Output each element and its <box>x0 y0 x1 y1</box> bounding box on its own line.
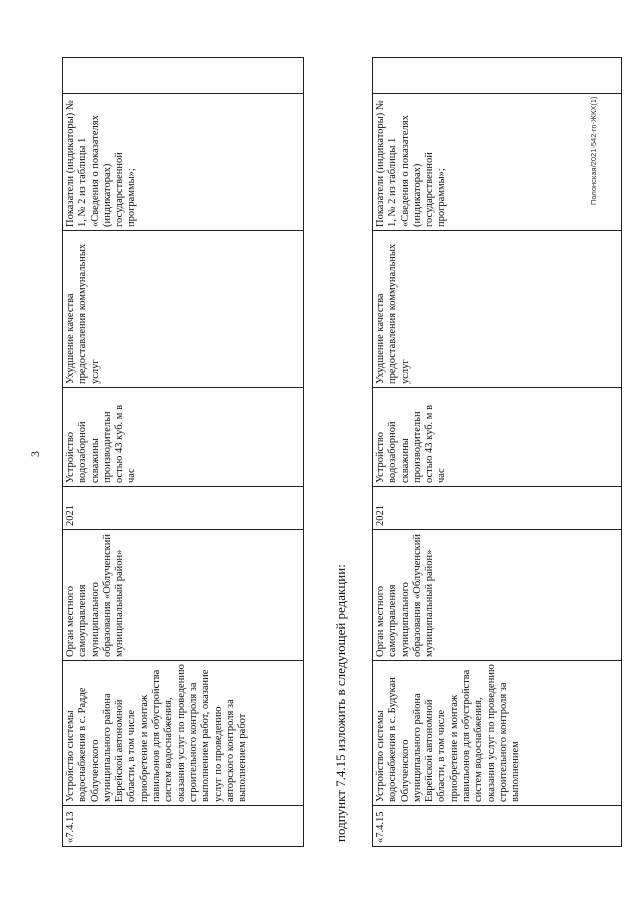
row-result: Устройство водозаборной скважины производительн остью 43 куб. м в час <box>63 388 304 487</box>
row-number: «7.4.15 <box>373 806 622 847</box>
row-number: «7.4.13 <box>63 806 304 847</box>
table-row-7-4-15 <box>372 57 622 847</box>
row-organization: Орган местного самоуправления муниципального образования «Облученский муниципальный район» <box>373 530 622 661</box>
row-year: 2021 <box>373 487 622 530</box>
row-indicator: Показатели (индикаторы) № 1, № 2 из таблицы 1 «Сведения о показателях (индикаторах) государственной программы»; <box>373 94 622 231</box>
table-row <box>63 58 304 847</box>
row-tail <box>373 58 622 94</box>
footer-reference: Полонская/2021-542-rn-ЖКХ(1) <box>589 96 598 205</box>
row-result: Устройство водозаборной скважины производительн остью 43 куб. м в час <box>373 388 622 487</box>
row-risk: Ухудшение качества предоставления коммунальных услуг <box>373 231 622 388</box>
row-year: 2021 <box>63 487 304 530</box>
table-row <box>373 58 622 847</box>
row-indicator: Показатели (индикаторы) № 1, № 2 из таблицы 1 «Сведения о показателях (индикаторах) государственной программы»; <box>63 94 304 231</box>
row-name: Устройство системы водоснабжения в с. Будукан Облученского муниципального района Еврейской автономной области, в том числе приобретение и монтаж павильонов для обустройства систем водоснабжения, оказания услуг по проведению строительного контроля за выполнением <box>373 661 622 806</box>
table-row-7-4-13 <box>62 57 304 847</box>
row-organization: Орган местного самоуправления муниципального образования «Облученский муниципальный район» <box>63 530 304 661</box>
intro-text: подпункт 7.4.15 изложить в следующей редакции: <box>333 564 348 842</box>
row-risk: Ухудшение качества предоставления коммунальных услуг <box>63 231 304 388</box>
page-number: 3 <box>28 451 42 457</box>
row-name: Устройство системы водоснабжения в с. Радде Облученского муниципального района Еврейской автономной области, в том числе приобретение и монтаж павильонов для обустройства систем водоснабжения, оказания услуг по проведению строительного контроля за выполнением работ, оказание услуг по проведению авторского контроля за выполнением работ <box>63 661 304 806</box>
row-tail <box>63 58 304 94</box>
